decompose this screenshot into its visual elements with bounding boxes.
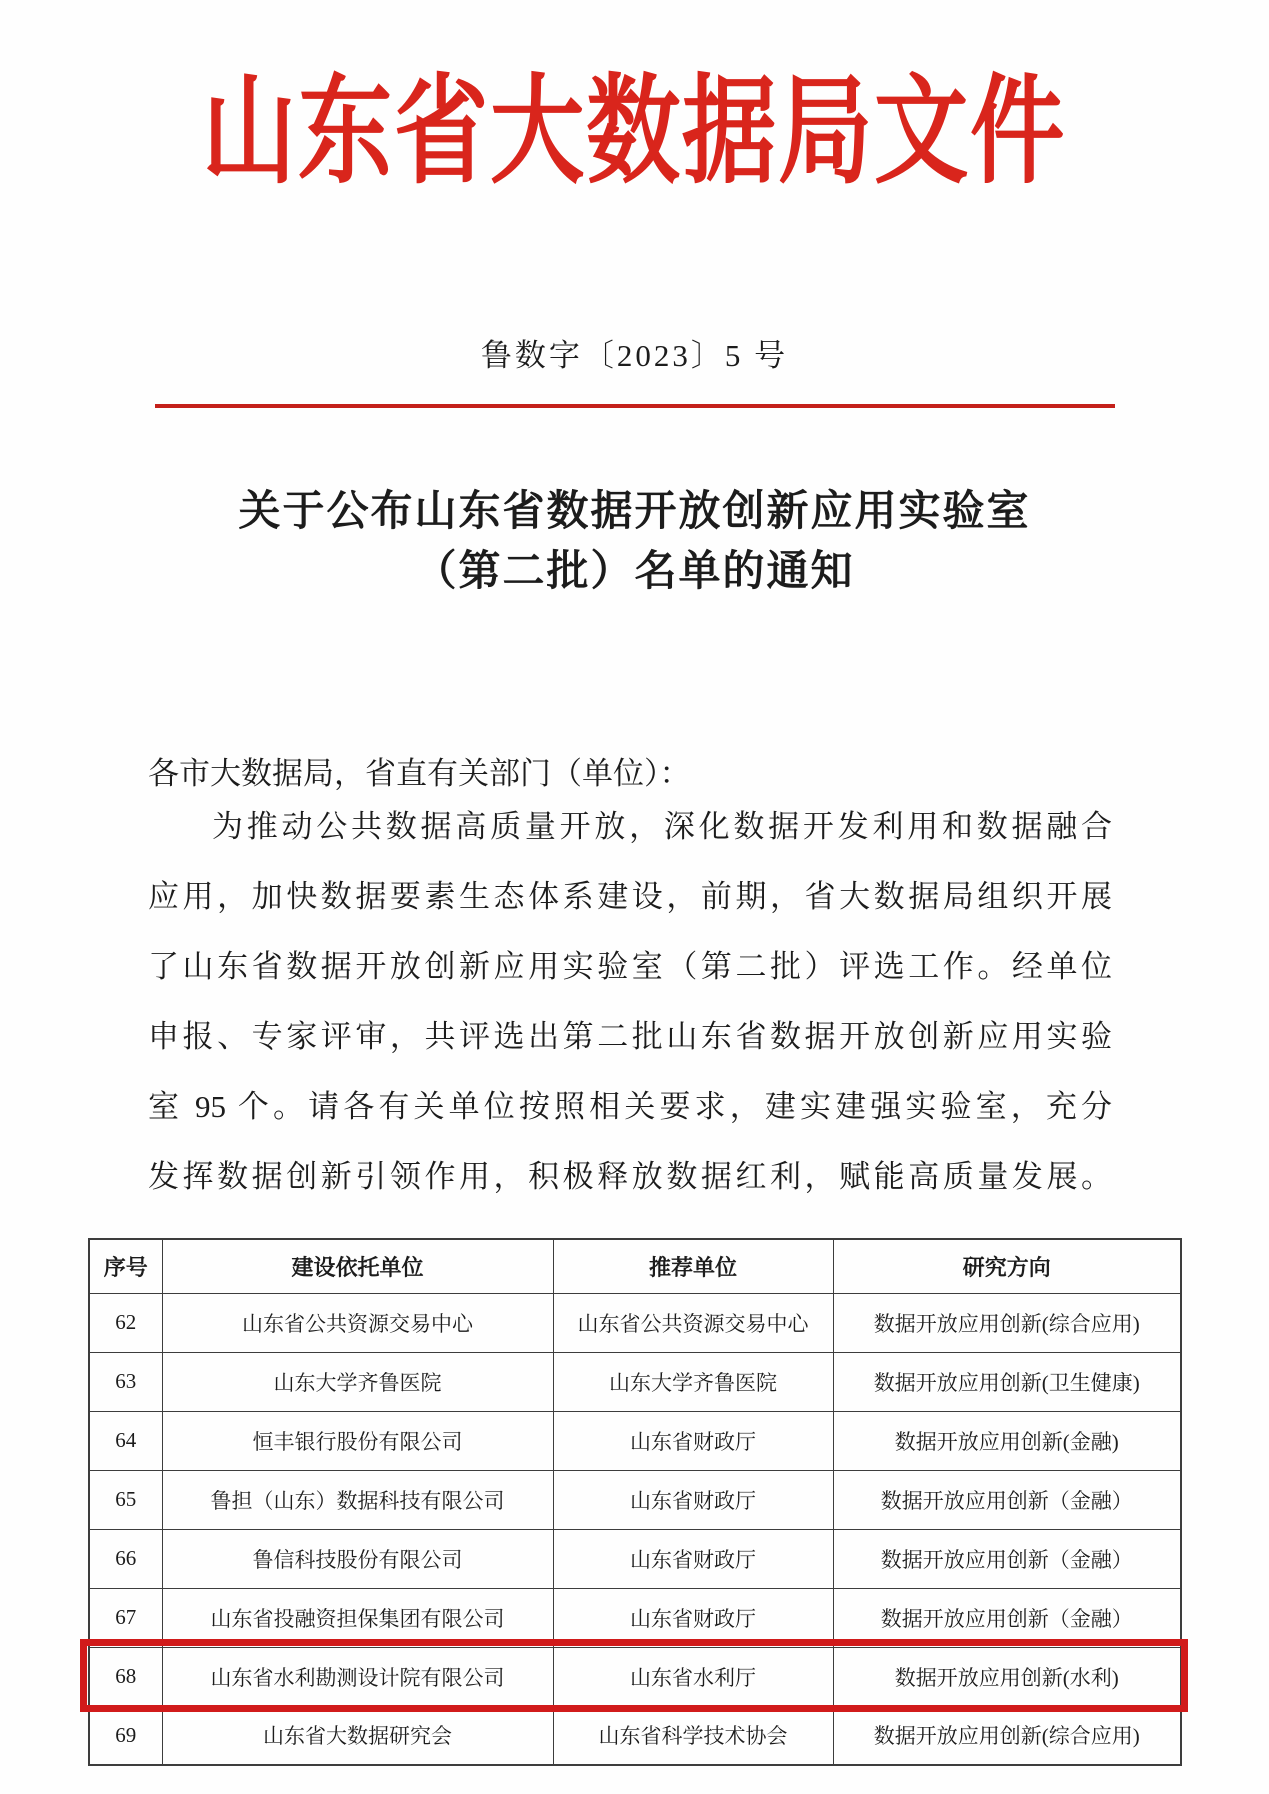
cell-org: 山东省大数据研究会 xyxy=(162,1706,553,1765)
cell-serial: 68 xyxy=(89,1647,162,1706)
notice-title xyxy=(0,482,1269,602)
cell-recommender: 山东省水利厅 xyxy=(553,1647,833,1706)
header-direction: 研究方向 xyxy=(833,1239,1181,1293)
cell-recommender: 山东省科学技术协会 xyxy=(553,1706,833,1765)
table-row-66 xyxy=(89,1529,1181,1588)
cell-recommender: 山东省财政厅 xyxy=(553,1411,833,1470)
table-row-65 xyxy=(89,1470,1181,1529)
cell-serial: 65 xyxy=(89,1470,162,1529)
cell-direction: 数据开放应用创新（金融） xyxy=(833,1588,1181,1647)
cell-recommender: 山东省财政厅 xyxy=(553,1588,833,1647)
table-row-64 xyxy=(89,1411,1181,1470)
body-line-5: 室 95 个。请各有关单位按照相关要求，建实建强实验室，充分 xyxy=(148,1089,1112,1124)
red-divider-line xyxy=(155,404,1115,408)
cell-serial: 69 xyxy=(89,1706,162,1765)
cell-direction: 数据开放应用创新（金融） xyxy=(833,1529,1181,1588)
salutation-line: 各市大数据局，省直有关部门（单位）： xyxy=(148,756,691,791)
cell-org: 山东省水利勘测设计院有限公司 xyxy=(162,1647,553,1706)
cell-org: 恒丰银行股份有限公司 xyxy=(162,1411,553,1470)
body-line-6: 发挥数据创新引领作用，积极释放数据红利，赋能高质量发展。 xyxy=(148,1159,1112,1194)
cell-org: 鲁担（山东）数据科技有限公司 xyxy=(162,1470,553,1529)
cell-recommender: 山东省财政厅 xyxy=(553,1529,833,1588)
cell-recommender: 山东省公共资源交易中心 xyxy=(553,1293,833,1352)
lab-list-table xyxy=(88,1238,1182,1766)
cell-direction: 数据开放应用创新（金融） xyxy=(833,1470,1181,1529)
cell-serial: 64 xyxy=(89,1411,162,1470)
table-row-68-highlighted xyxy=(89,1647,1181,1706)
cell-direction: 数据开放应用创新(金融) xyxy=(833,1411,1181,1470)
cell-serial: 63 xyxy=(89,1352,162,1411)
banner-title-text: 山东省大数据局文件 xyxy=(202,67,1067,198)
table-row-62 xyxy=(89,1293,1181,1352)
cell-serial: 66 xyxy=(89,1529,162,1588)
table-header-row xyxy=(89,1239,1181,1293)
notice-title-line2: （第二批）名单的通知 xyxy=(414,549,855,595)
cell-org: 山东大学齐鲁医院 xyxy=(162,1352,553,1411)
document-banner xyxy=(0,62,1269,204)
cell-org: 山东省公共资源交易中心 xyxy=(162,1293,553,1352)
cell-org: 鲁信科技股份有限公司 xyxy=(162,1529,553,1588)
body-line-2: 应用，加快数据要素生态体系建设，前期，省大数据局组织开展 xyxy=(148,879,1112,914)
lab-list-table-container xyxy=(88,1238,1180,1766)
table-row-69 xyxy=(89,1706,1181,1765)
cell-direction: 数据开放应用创新(水利) xyxy=(833,1647,1181,1706)
cell-serial: 62 xyxy=(89,1293,162,1352)
header-serial: 序号 xyxy=(89,1239,162,1293)
cell-direction: 数据开放应用创新(卫生健康) xyxy=(833,1352,1181,1411)
cell-recommender: 山东省财政厅 xyxy=(553,1470,833,1529)
cell-org: 山东省投融资担保集团有限公司 xyxy=(162,1588,553,1647)
notice-title-line1: 关于公布山东省数据开放创新应用实验室 xyxy=(238,489,1031,535)
table-row-63 xyxy=(89,1352,1181,1411)
header-recommender: 推荐单位 xyxy=(553,1239,833,1293)
body-paragraph xyxy=(148,792,1112,1212)
body-line-3: 了山东省数据开放创新应用实验室（第二批）评选工作。经单位 xyxy=(148,949,1112,984)
cell-direction: 数据开放应用创新(综合应用) xyxy=(833,1706,1181,1765)
cell-direction: 数据开放应用创新(综合应用) xyxy=(833,1293,1181,1352)
table-row-67 xyxy=(89,1588,1181,1647)
body-line-4: 申报、专家评审，共评选出第二批山东省数据开放创新应用实验 xyxy=(148,1019,1112,1054)
body-line-1: 为推动公共数据高质量开放，深化数据开发利用和数据融合 xyxy=(212,809,1112,844)
cell-serial: 67 xyxy=(89,1588,162,1647)
header-org: 建设依托单位 xyxy=(162,1239,553,1293)
doc-number: 鲁数字〔2023〕5 号 xyxy=(480,338,789,373)
cell-recommender: 山东大学齐鲁医院 xyxy=(553,1352,833,1411)
